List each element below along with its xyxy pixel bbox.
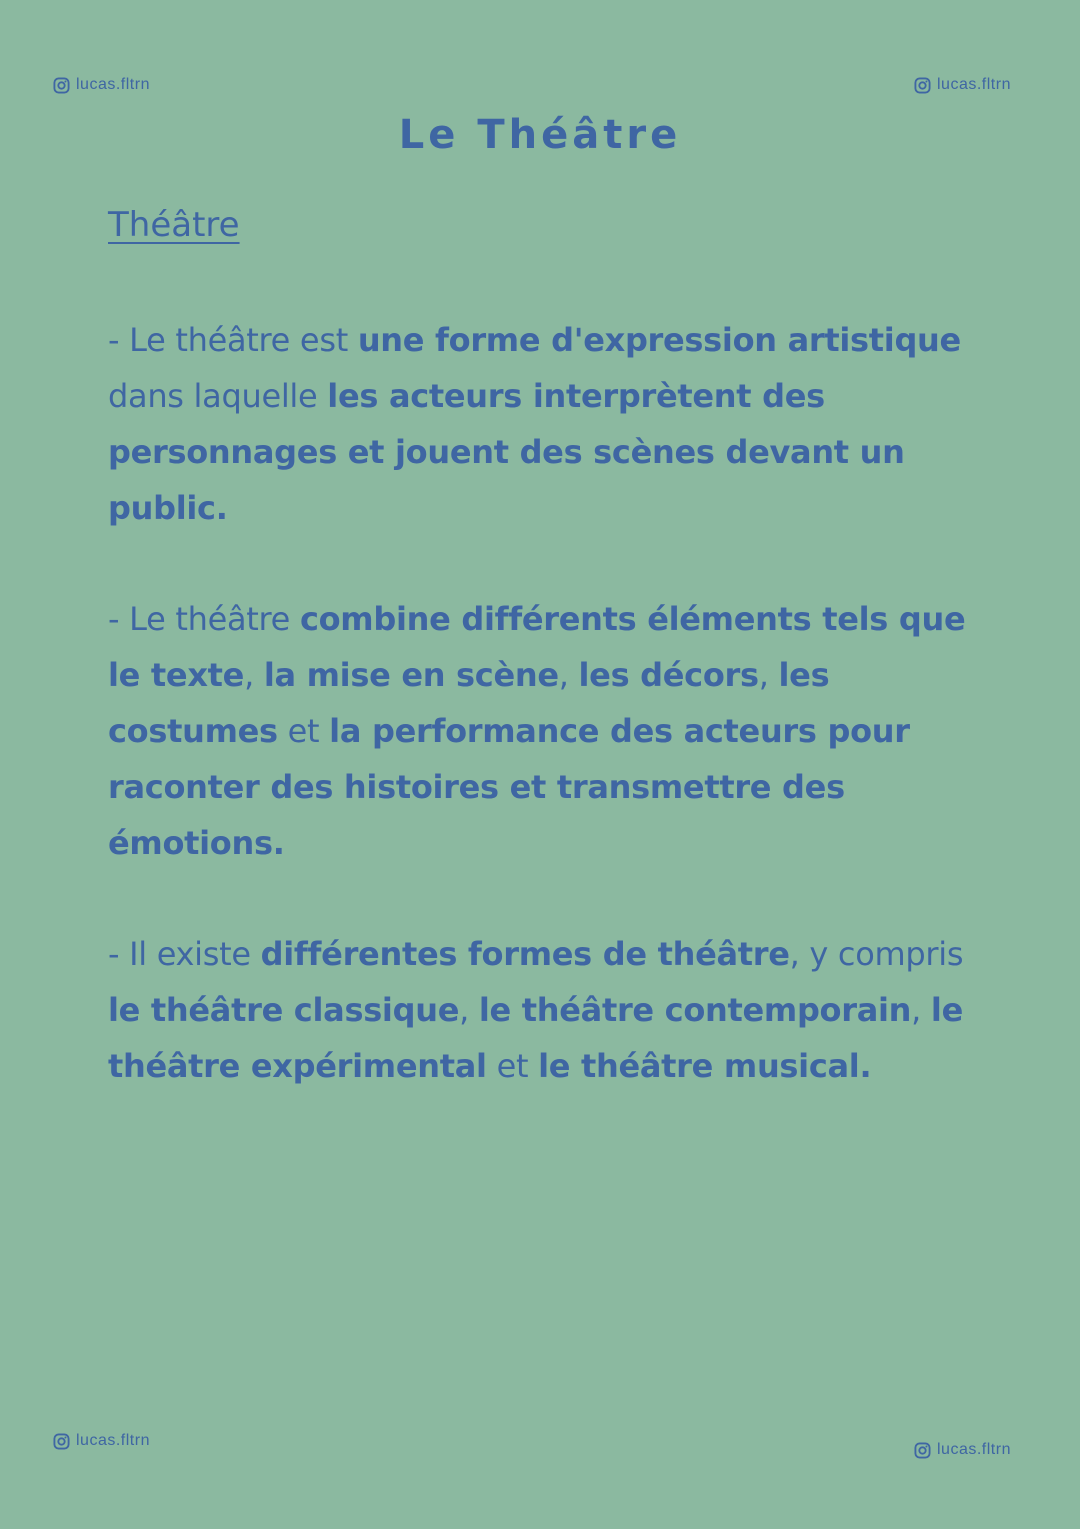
text: - Il existe [108,935,261,973]
bold-text: la mise en scène [263,656,559,694]
bold-text: le théâtre musical. [538,1047,872,1085]
bold-text: différentes formes de théâtre [260,935,790,973]
text: - Le théâtre est [108,321,358,359]
paragraph-elements [108,591,968,871]
content-body [108,312,968,1149]
text: , [558,656,579,694]
watermark-handle: lucas.fltrn [76,76,150,93]
watermark-bottom-left [53,1432,150,1450]
bold-text: le théâtre classique [108,991,460,1029]
page-title: Le Théâtre [398,112,682,158]
watermark-handle: lucas.fltrn [937,1441,1011,1458]
watermark-top-left [53,76,150,94]
text: , [244,656,264,694]
instagram-icon [914,1442,931,1459]
bold-text: les costumes [108,656,830,750]
text: - Le théâtre [108,600,300,638]
section-heading: Théâtre [108,205,240,245]
bold-text: une forme d'expression artistique [357,321,961,359]
text: , [911,991,931,1029]
text: , y compris [789,935,964,973]
text: , [758,656,779,694]
watermark-handle: lucas.fltrn [937,76,1011,93]
bold-text: le théâtre contemporain [478,991,912,1029]
text: et [486,1047,539,1085]
paragraph-definition [108,312,968,536]
text: dans laquelle [108,377,328,415]
watermark-handle: lucas.fltrn [76,1432,150,1449]
watermark-top-right [914,76,1011,94]
bold-text: le théâtre expérimental [108,991,963,1085]
bold-text: les décors [578,656,759,694]
text: , [459,991,479,1029]
bold-text: la performance des acteurs pour raconter des histoires et transmettre des émotions. [108,712,910,862]
instagram-icon [914,77,931,94]
bold-text: les acteurs interprètent des personnages et jouent des scènes devant un public. [108,377,905,527]
watermark-bottom-right [914,1441,1011,1459]
instagram-icon [53,1433,70,1450]
bold-text: combine différents éléments tels que le texte [108,600,966,694]
paragraph-forms [108,926,968,1094]
text: et [277,712,330,750]
instagram-icon [53,77,70,94]
